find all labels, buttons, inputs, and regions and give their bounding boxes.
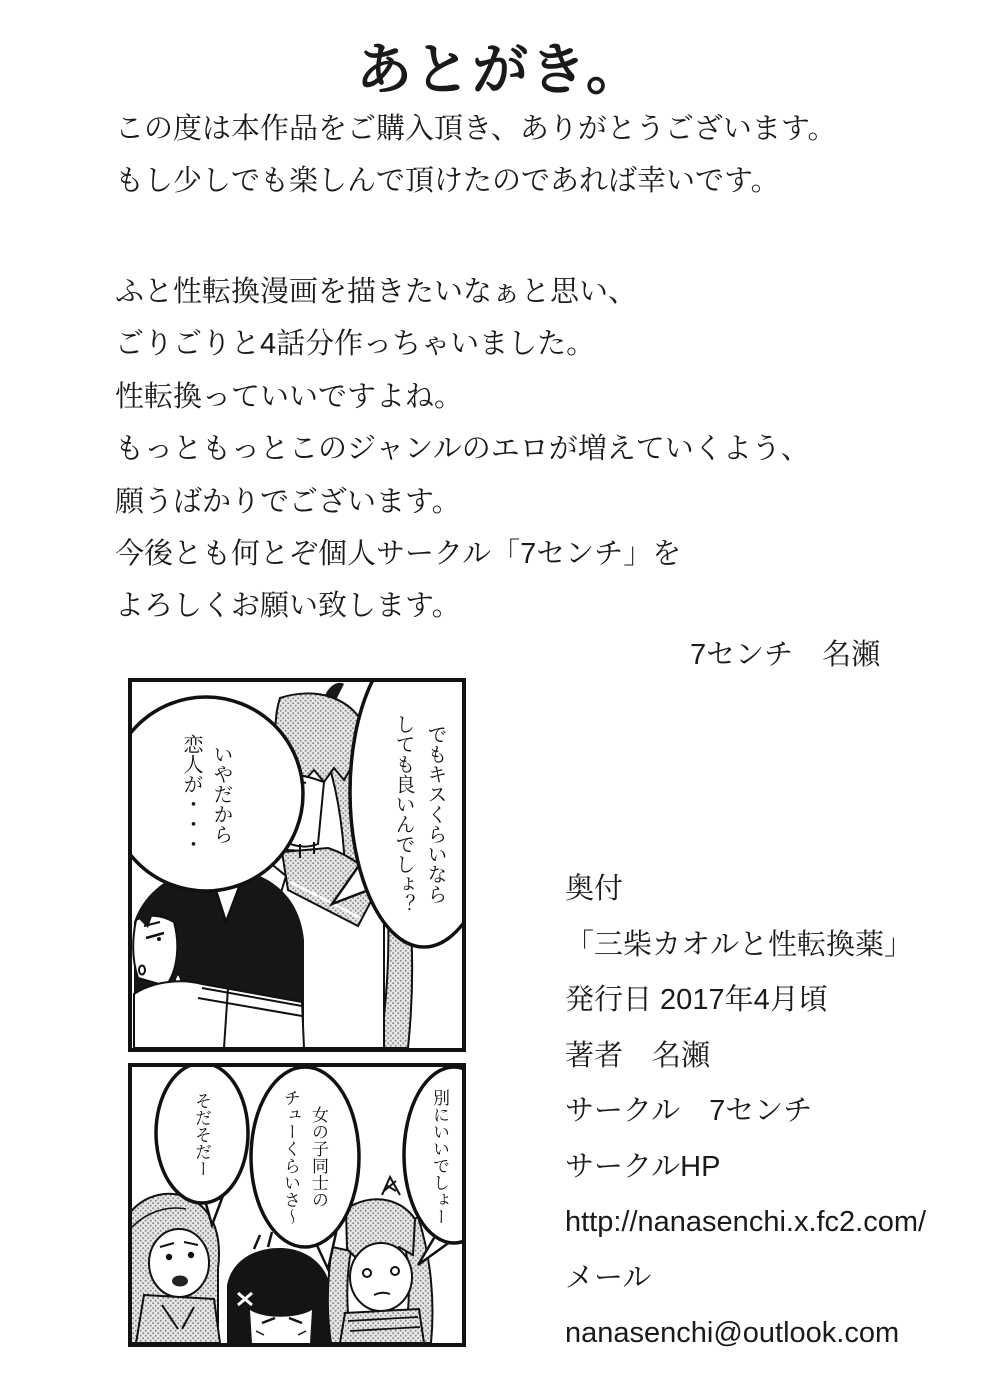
colophon-line: 奥付 <box>565 873 624 905</box>
author-signature: 7センチ 名瀬 <box>690 639 881 671</box>
body-line: よろしくお願い致します。 <box>115 590 461 623</box>
colophon-line: サークル 7センチ <box>565 1095 813 1127</box>
comic-panel-1 <box>128 678 466 1052</box>
comic-panel-2 <box>128 1063 466 1347</box>
speech-bubble-left-text: いやだから 恋人が・・・ <box>180 734 232 854</box>
colophon-line: 発行日 2017年4月頃 <box>565 984 828 1016</box>
body-line: ごりごりと4話分作っちゃいました。 <box>115 328 596 361</box>
colophon-line: http://nanasenchi.x.fc2.com/ <box>565 1206 927 1238</box>
body-line: もっともっとこのジャンルのエロが増えていくよう、 <box>115 433 810 466</box>
speech-bubble-middle-text: 女の子同士の チューくらいさ～ <box>281 1089 328 1225</box>
body-line: もし少しでも楽しんで頂けたのであれば幸いです。 <box>115 165 780 198</box>
body-line: 願うばかりでございます。 <box>115 485 461 518</box>
colophon-line: メール <box>565 1261 652 1294</box>
colophon <box>565 862 926 1362</box>
page-title: あとがき。 <box>356 38 644 101</box>
character-middle-boyish <box>227 1232 331 1343</box>
speech-bubble-left-text: そだそだー <box>192 1091 211 1177</box>
colophon-line: サークルHP <box>565 1150 721 1183</box>
colophon-line: nanasenchi@outlook.com <box>565 1317 900 1349</box>
speech-bubble-right-text: でもキスくらいなら しても良いんでしょ？ <box>392 714 446 914</box>
body-line: 今後とも何とぞ個人サークル「7センチ」を <box>115 537 682 570</box>
body-line: ふと性転換漫画を描きたいなぁと思い、 <box>115 276 638 308</box>
body-line: 性転換っていいですよね。 <box>115 380 464 413</box>
colophon-line: 著者 名瀬 <box>565 1039 711 1072</box>
speech-bubble-right-text: 別にいいでしょー <box>430 1089 449 1225</box>
body-line: この度は本作品をご購入頂き、ありがとうございます。 <box>115 113 837 145</box>
body-paragraph-2 <box>115 266 810 633</box>
character-left-girl <box>132 1194 220 1343</box>
body-paragraph-1 <box>115 103 837 208</box>
colophon-line: 「三柴カオルと性転換薬」 <box>565 928 914 961</box>
